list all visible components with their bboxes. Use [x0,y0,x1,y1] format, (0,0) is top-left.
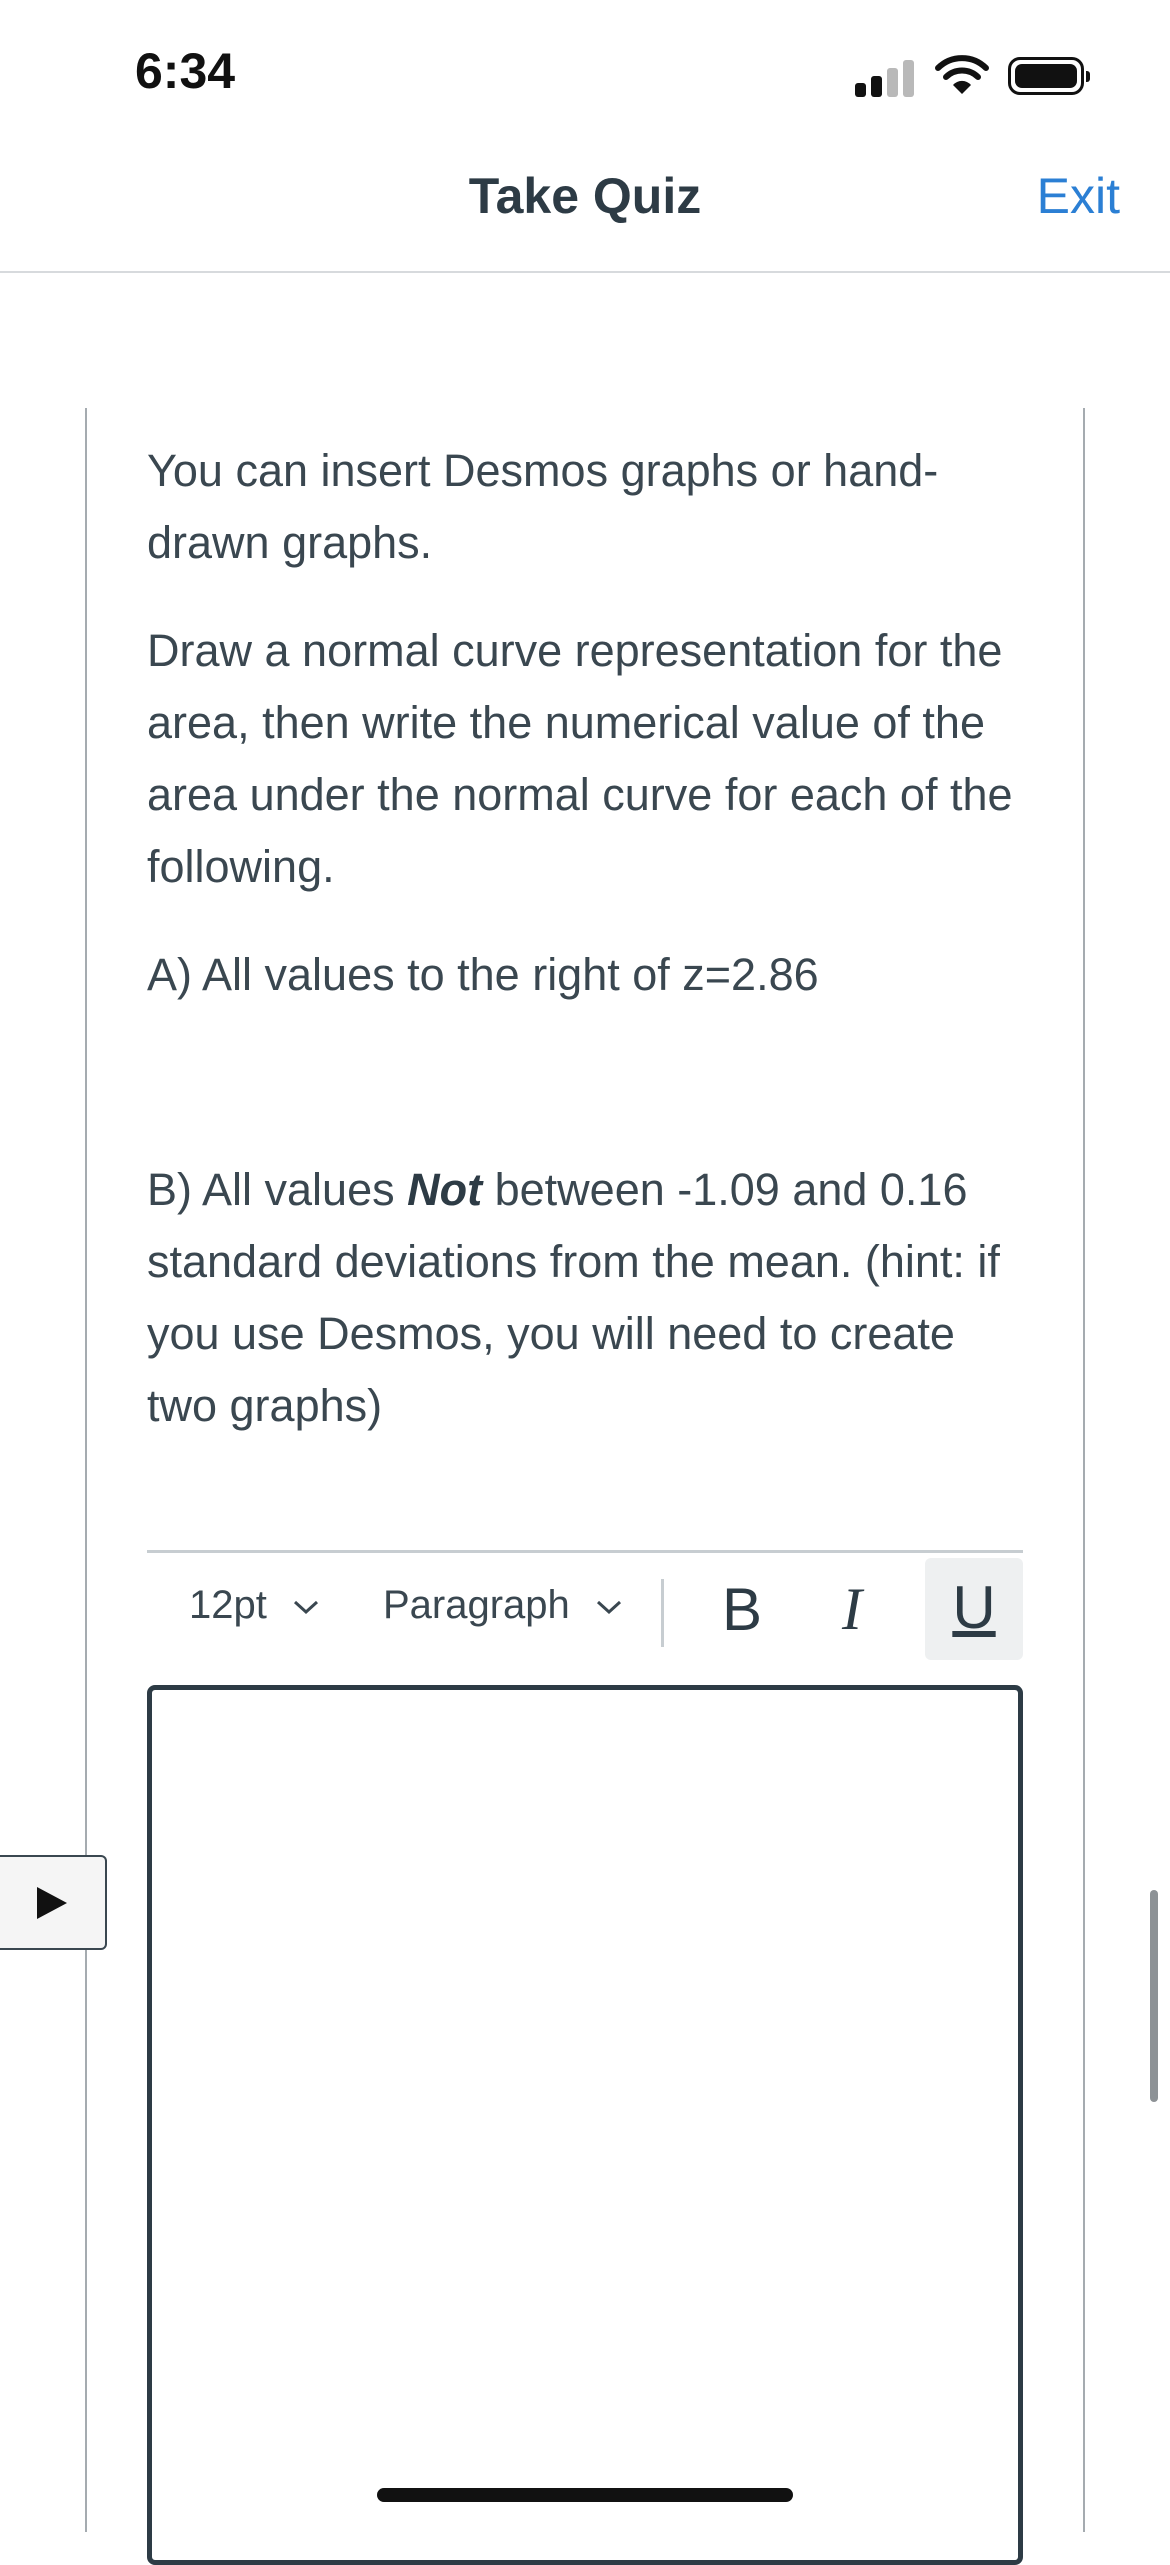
part-b-prefix: B) All values [147,1164,408,1215]
question-instruction: Draw a normal curve representation for the area, then write the numerical value of the area under the normal curve for each of the following. [147,625,1013,892]
cellular-signal-icon [855,57,915,97]
block-format-value: Paragraph [383,1583,570,1627]
font-size-value: 12pt [189,1583,267,1627]
scrollbar[interactable] [1150,1890,1158,2102]
chevron-down-icon [292,1598,320,1616]
chevron-down-icon [595,1598,623,1616]
navigation-bar [0,170,1170,273]
toolbar-divider [661,1579,664,1647]
editor-top-divider [147,1550,1023,1553]
page-title: Take Quiz [468,168,702,224]
italic-button[interactable]: I [842,1576,862,1642]
bold-button[interactable]: B [722,1576,763,1643]
block-format-dropdown[interactable] [383,1583,623,1628]
question-intro: You can insert Desmos graphs or hand-drawn graphs. [147,445,939,568]
battery-icon [1008,57,1084,95]
question-part-b [147,1154,1037,1442]
question-part-a: A) All values to the right of z=2.86 [147,949,819,1000]
answer-editor[interactable] [147,1685,1023,2565]
status-time: 6:34 [135,43,236,99]
wifi-icon [935,55,989,99]
underline-button[interactable]: U [925,1558,1023,1660]
question-nav-toggle[interactable] [0,1855,107,1950]
font-size-dropdown[interactable] [189,1583,320,1628]
home-indicator[interactable] [377,2488,793,2502]
play-triangle-icon [35,1885,69,1921]
part-b-emphasis: Not [407,1164,483,1215]
editor-toolbar [147,1557,1023,1657]
exit-button[interactable]: Exit [1036,168,1120,224]
part-b-suffix: between -1.09 and 0.16 standard deviations from the mean. (hint: if you use Desmos, you will need to create two graphs) [147,1164,1000,1431]
